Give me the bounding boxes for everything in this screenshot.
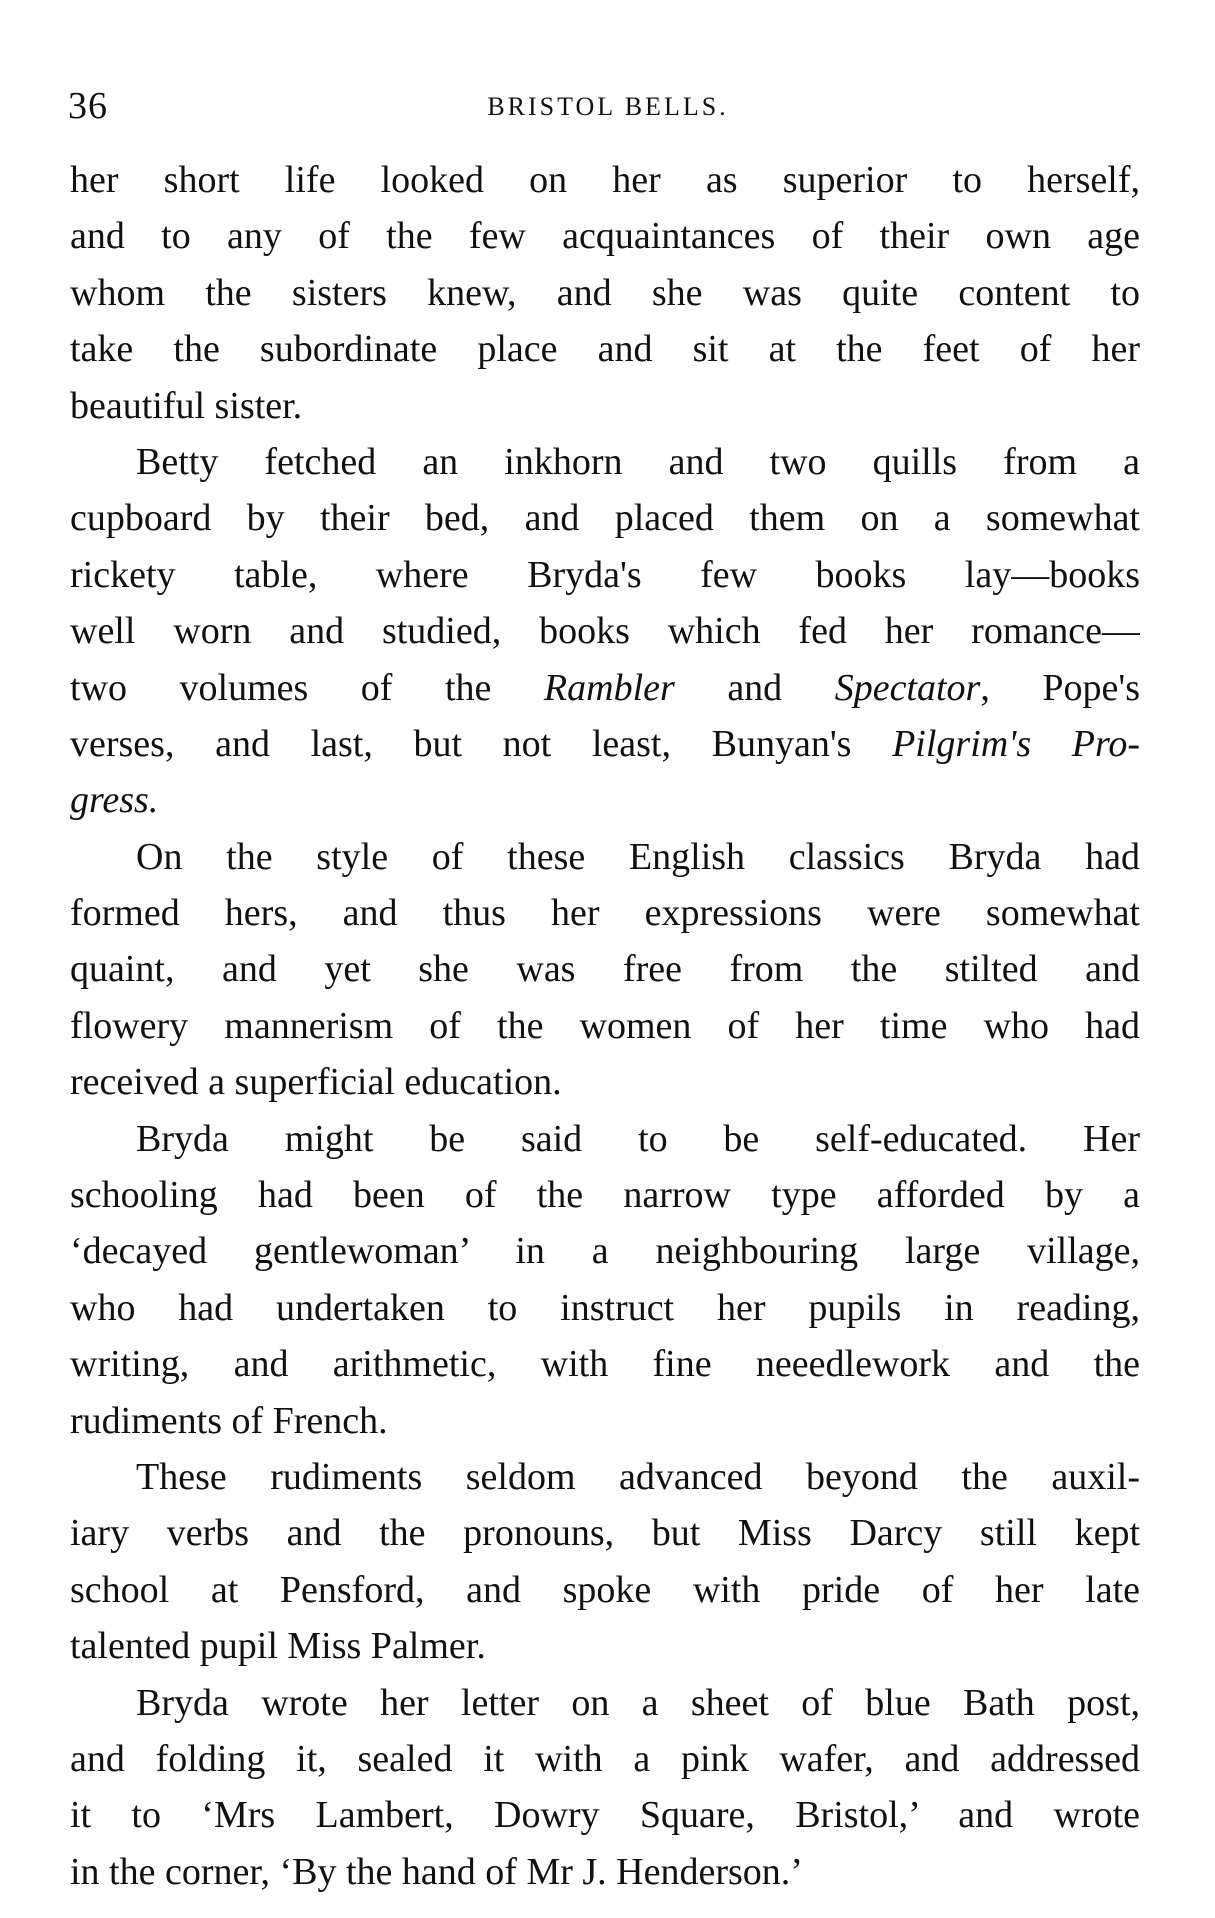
text-line: flowery mannerism of the women of her time who had	[70, 1004, 1140, 1047]
text-line: Betty fetched an inkhorn and two quills from a	[136, 440, 1140, 483]
running-title: BRISTOL BELLS.	[487, 92, 729, 121]
book-title-spectator: Spectator	[834, 666, 981, 709]
book-title-rambler: Rambler	[543, 666, 675, 709]
text-line: rudiments of French.	[70, 1399, 388, 1442]
text-line	[70, 772, 1140, 828]
paragraph	[70, 1111, 1140, 1449]
text-line: beautiful sister.	[70, 384, 303, 427]
text-line: who had undertaken to instruct her pupils in reading,	[70, 1286, 1140, 1329]
text-line: writing, and arithmetic, with fine neeedlework and the	[70, 1343, 1140, 1386]
book-title-pilgrims-progress-cont: gress.	[70, 779, 159, 822]
text-line: iary verbs and the pronouns, but Miss Darcy still kept	[70, 1512, 1140, 1555]
paragraph	[70, 1449, 1140, 1675]
text-line: and folding it, sealed it with a pink wafer, and addressed	[70, 1737, 1140, 1780]
text-line: take the subordinate place and sit at the feet of her	[70, 328, 1140, 371]
text-line: her short life looked on her as superior to herself,	[70, 159, 1140, 201]
book-title-pilgrims-progress: Pilgrim's Pro-	[892, 722, 1140, 765]
text-run: and	[674, 666, 835, 709]
text-line: it to ‘Mrs Lambert, Dowry Square, Bristol,’ and wrote	[70, 1794, 1140, 1837]
text-line: cupboard by their bed, and placed them on a somewhat	[70, 497, 1140, 540]
text-line: well worn and studied, books which fed her romance—	[70, 610, 1140, 653]
text-line	[70, 716, 1140, 772]
text-line: Bryda wrote her letter on a sheet of blue Bath post,	[136, 1681, 1140, 1724]
text-line: These rudiments seldom advanced beyond the auxil-	[136, 1455, 1140, 1498]
text-line: formed hers, and thus her expressions were somewhat	[70, 892, 1140, 935]
text-line: talented pupil Miss Palmer.	[70, 1625, 486, 1668]
text-line: quaint, and yet she was free from the stilted and	[70, 948, 1140, 991]
text-run: two volumes of the	[70, 666, 544, 709]
text-line: whom the sisters knew, and she was quite content to	[70, 271, 1140, 314]
paragraph	[70, 434, 1140, 829]
text-line: ‘decayed gentlewoman’ in a neighbouring large village,	[70, 1230, 1140, 1273]
text-line	[70, 660, 1140, 716]
paragraph	[70, 829, 1140, 1111]
body-text	[70, 152, 1140, 1900]
running-head	[68, 84, 1148, 127]
text-line: schooling had been of the narrow type afforded by a	[70, 1174, 1140, 1217]
text-line: Bryda might be said to be self-educated. Her	[136, 1117, 1140, 1160]
page-number: 36	[68, 85, 108, 127]
text-line: received a superficial education.	[70, 1061, 562, 1104]
text-run: verses, and last, but not least, Bunyan's	[70, 722, 893, 765]
text-run: , Pope's	[980, 666, 1140, 709]
paragraph	[70, 152, 1140, 434]
text-line: in the corner, ‘By the hand of Mr J. Henderson.’	[70, 1850, 803, 1893]
paragraph	[70, 1675, 1140, 1901]
text-line: On the style of these English classics Bryda had	[136, 835, 1140, 878]
text-line: rickety table, where Bryda's few books lay—books	[70, 553, 1140, 596]
text-line: and to any of the few acquaintances of their own age	[70, 215, 1140, 258]
text-line: school at Pensford, and spoke with pride of her late	[70, 1568, 1140, 1611]
